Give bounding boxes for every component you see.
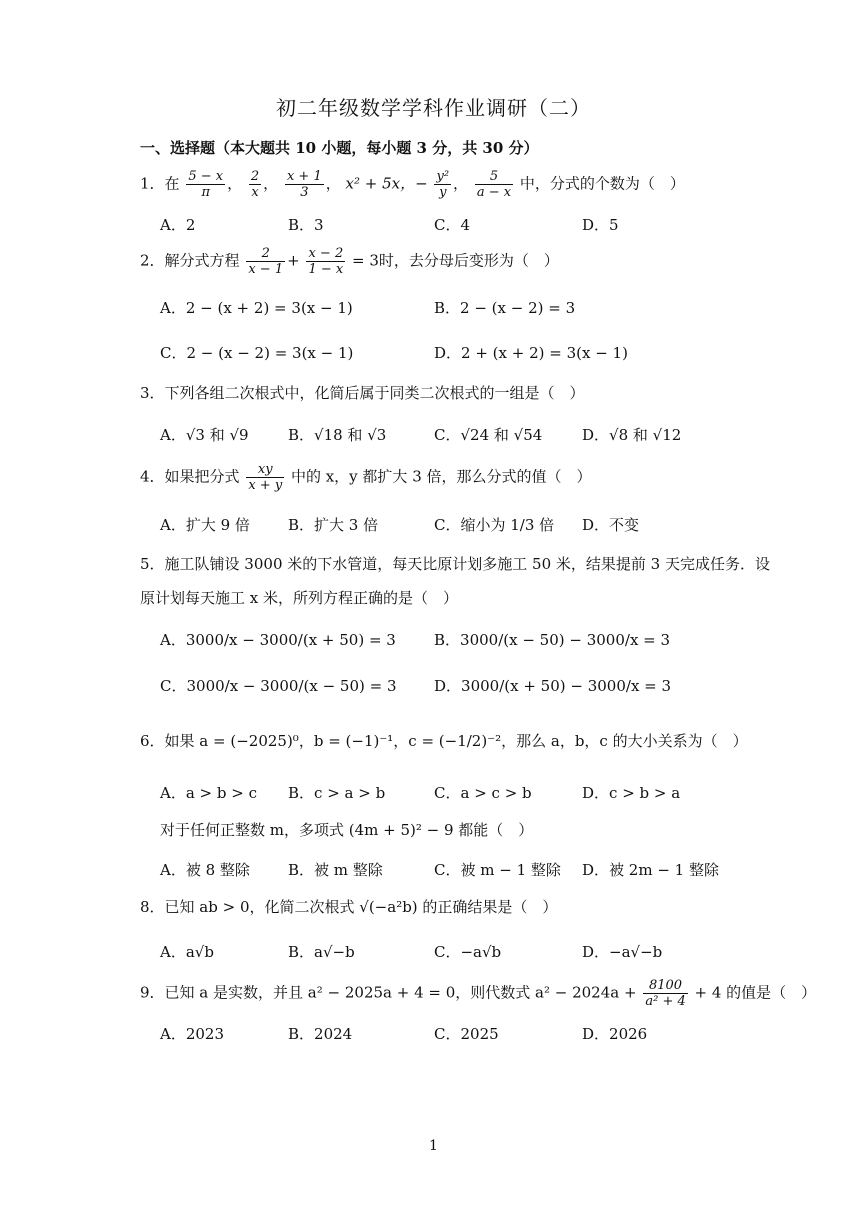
question-8: 8．已知 ab > 0，化简二次根式 √(−a²b) 的正确结果是（ ） (140, 898, 558, 916)
q2-fraction-1: $\frac{2}{x - 1}$ (248, 246, 284, 277)
q2-options-row2 (160, 342, 720, 370)
question-3: 3．下列各组二次根式中，化简后属于同类二次根式的一组是（ ） (140, 384, 585, 402)
q4-options (160, 514, 720, 542)
option-d: D．3000/(x + 50) − 3000/x = 3 (434, 677, 672, 695)
option-a: A．2 (160, 216, 196, 234)
option-d: D．不变 (582, 516, 640, 534)
q7-options (160, 859, 720, 887)
option-b: B．√18 和 √3 (288, 426, 387, 444)
option-a: A．被 8 整除 (160, 861, 250, 879)
question-5-line-1: 5．施工队铺设 3000 米的下水管道，每天比原计划多施工 50 米，结果提前 3 天完成任务．设 (140, 555, 770, 573)
q1-fraction-4: $\frac{\text{y²}}{y}$ (436, 169, 450, 200)
option-c: C．a > c > b (434, 784, 532, 802)
page-number: 1 (429, 1138, 438, 1154)
option-d: D．2 + (x + 2) = 3(x − 1) (434, 344, 628, 362)
q1-expression: x² + 5x，− (345, 174, 428, 193)
option-c: C．4 (434, 216, 471, 234)
q9-options (160, 1023, 720, 1051)
q6-options (160, 782, 720, 810)
option-d: D．2026 (582, 1025, 648, 1043)
question-4: 4．如果把分式 $\frac{xy}{x + y}$ 中的 x，y 都扩大 3 倍，那么分式的值（ ） (140, 462, 592, 493)
q1-options (160, 214, 720, 242)
q2-options-row1 (160, 297, 720, 325)
q1-prefix: 1．在 (140, 174, 180, 193)
option-d: D．√8 和 √12 (582, 426, 682, 444)
option-b: B．2 − (x − 2) = 3 (434, 299, 576, 317)
q3-options (160, 424, 720, 452)
option-d: D．c > b > a (582, 784, 681, 802)
q1-fraction-5: $\frac{5}{a - x}$ (476, 169, 512, 200)
option-c: C．2 − (x − 2) = 3(x − 1) (160, 344, 354, 362)
q1-fraction-1: $\frac{5 - x}{\pi}$ (188, 169, 224, 200)
option-a: A．a > b > c (160, 784, 257, 802)
option-c: C．3000/x − 3000/(x − 50) = 3 (160, 677, 397, 695)
q4-fraction: $\frac{xy}{x + y}$ (248, 462, 283, 493)
q5-options-row2 (160, 675, 720, 703)
q1-fraction-3: $\frac{x + 1}{3}$ (286, 169, 322, 200)
question-9: 9．已知 a 是实数，并且 a² − 2025a + 4 = 0，则代数式 a² − 2024a + $\frac{8100}{\text{a² + 4}}$ + 4 的值是（ ） (140, 978, 817, 1009)
option-a: A．2 − (x + 2) = 3(x − 1) (160, 299, 353, 317)
option-c: C．√24 和 √54 (434, 426, 543, 444)
option-b: B．3 (288, 216, 324, 234)
question-5-line-2: 原计划每天施工 x 米，所列方程正确的是（ ） (140, 589, 458, 607)
option-c: C．缩小为 1/3 倍 (434, 516, 555, 534)
option-d: D．被 2m − 1 整除 (582, 861, 719, 879)
q1-fraction-2: $\frac{2}{x}$ (250, 169, 260, 200)
option-b: B．扩大 3 倍 (288, 516, 379, 534)
option-b: B．3000/(x − 50) − 3000/x = 3 (434, 631, 671, 649)
option-c: C．被 m − 1 整除 (434, 861, 561, 879)
option-a: A．扩大 9 倍 (160, 516, 250, 534)
option-b: B．被 m 整除 (288, 861, 383, 879)
option-a: A．2023 (160, 1025, 225, 1043)
section-heading: 一、选择题（本大题共 10 小题，每小题 3 分，共 30 分） (140, 139, 539, 157)
option-c: C．−a√b (434, 943, 502, 961)
q8-options (160, 941, 720, 969)
option-b: B．2024 (288, 1025, 353, 1043)
option-d: D．5 (582, 216, 619, 234)
q1-suffix: 中，分式的个数为（ ） (519, 174, 685, 193)
option-a: A．√3 和 √9 (160, 426, 249, 444)
option-a: A．a√b (160, 943, 214, 961)
option-b: B．a√−b (288, 943, 355, 961)
option-b: B．c > a > b (288, 784, 386, 802)
question-2: 2．解分式方程 $\frac{2}{x - 1}$ + $\frac{x - 2}{1 - x}$ = 3时，去分母后变形为（ ） (140, 246, 559, 277)
q2-fraction-2: $\frac{x - 2}{1 - x}$ (308, 246, 344, 277)
question-1: 1．在 $\frac{5 - x}{\pi}$ ， $\frac{2}{x}$ ， $\frac{x + 1}{3}$ ， x² + 5x，− $\frac{\text{y²}}{y}$ ， $\frac{5}{a - x}$ 中，分式的个数为（ ） (140, 169, 685, 200)
option-d: D．−a√−b (582, 943, 663, 961)
question-7: 对于任何正整数 m，多项式 (4m + 5)² − 9 都能（ ） (160, 821, 534, 839)
question-6: 6．如果 a = (−2025)⁰，b = (−1)⁻¹，c = (−1/2)⁻²，那么 a，b，c 的大小关系为（ ） (140, 732, 748, 750)
q5-options-row1 (160, 629, 720, 657)
q9-fraction: $\frac{8100}{\text{a² + 4}}$ (645, 978, 686, 1009)
option-c: C．2025 (434, 1025, 499, 1043)
page-title: 初二年级数学学科作业调研（二） (276, 96, 591, 120)
option-a: A．3000/x − 3000/(x + 50) = 3 (160, 631, 396, 649)
